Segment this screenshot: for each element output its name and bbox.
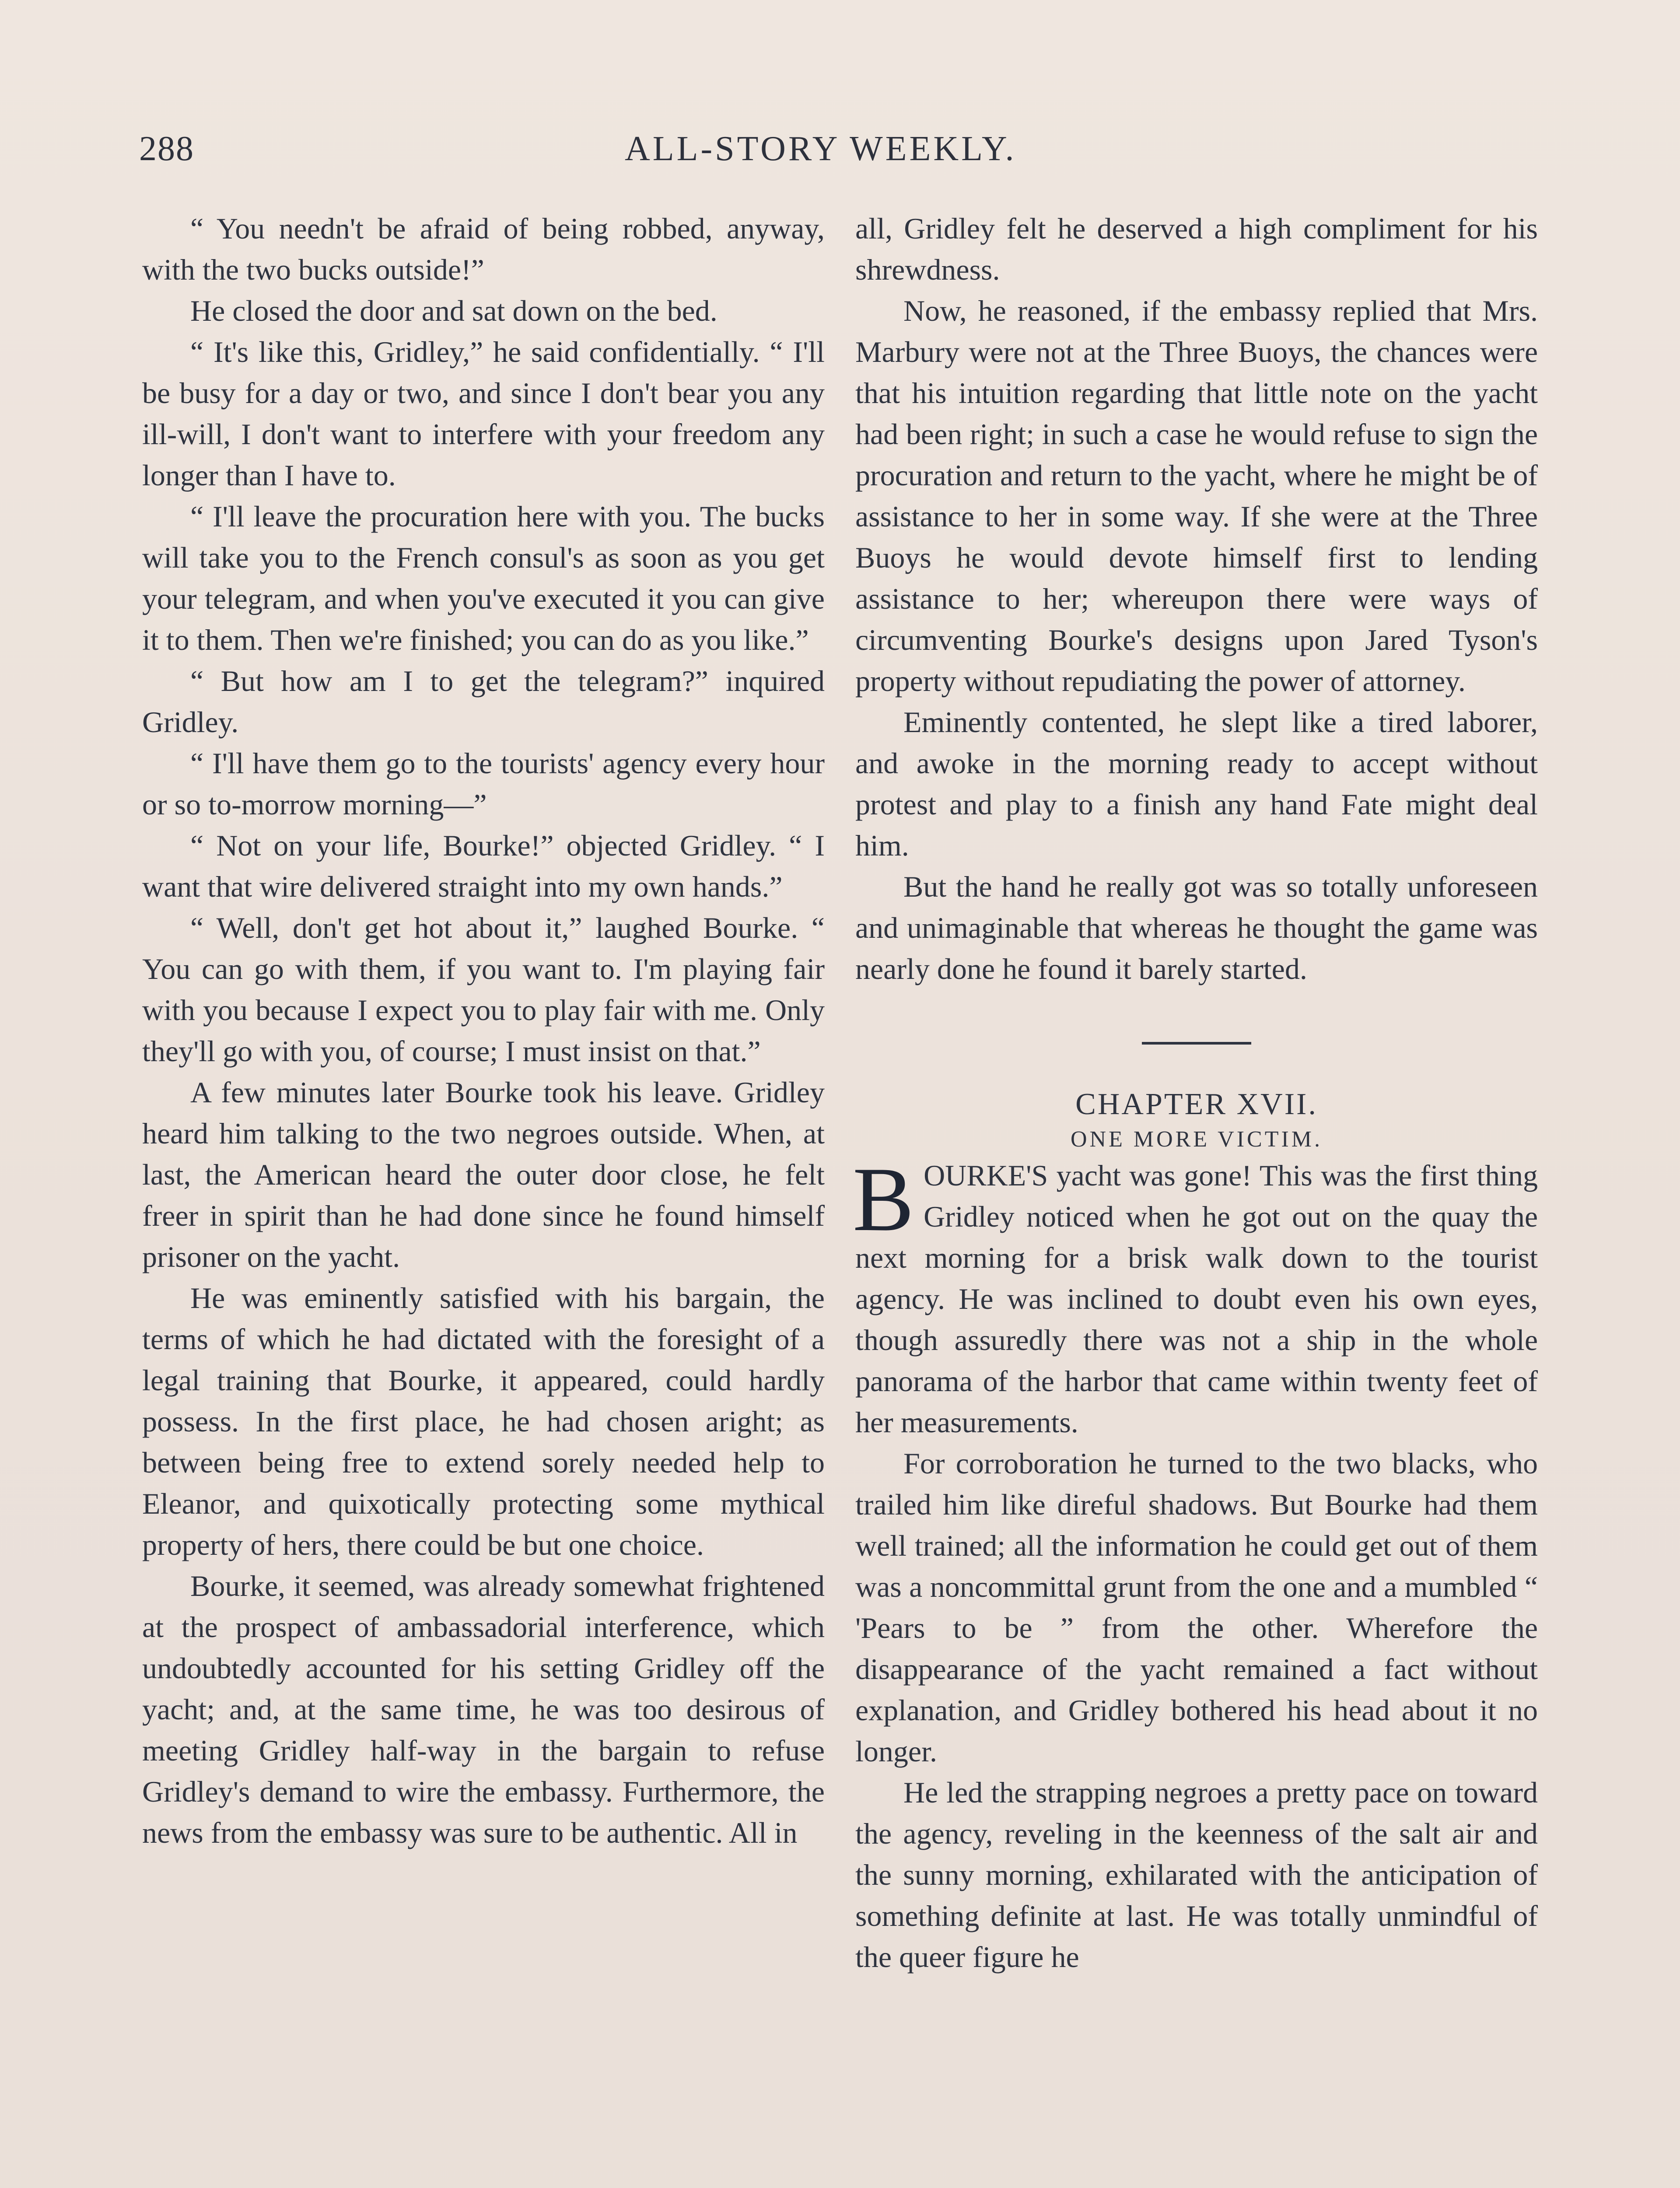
paragraph: He closed the door and sat down on the bed.	[190, 294, 718, 327]
chapter-subtitle: ONE MORE VICTIM.	[1070, 1127, 1323, 1152]
paragraph: He led the strapping negroes a pretty pace on toward the agency, reveling in the keenness of the salt air and the sunny morning, exhilarated with the anticipation of something definite at last. He was totally unmindful of the queer figure he	[855, 1776, 1538, 1974]
paragraph: A few minutes later Bourke took his leave. Gridley heard him talking to the two negroes outside. When, at last, the American heard the outer door close, he felt freer in spirit than he had done since he found himself prisoner on the yacht.	[142, 1076, 825, 1273]
paragraph: “ I'll leave the procuration here with you. The bucks will take you to the French consul's as soon as you get your telegram, and when you've executed it you can give it to them. Then we're finished; you can do as you like.”	[142, 500, 825, 656]
paragraph: “ Not on your life, Bourke!” objected Gridley. “ I want that wire delivered straight into my own hands.”	[142, 829, 825, 903]
page-header	[139, 127, 1539, 179]
left-column	[142, 208, 825, 1853]
paragraph: “ Well, don't get hot about it,” laughed Bourke. “ You can go with them, if you want to. I'm playing fair with you because I expect you to play fair with me. Only they'll go with you, of course; I must insist on that.”	[142, 911, 825, 1068]
page-number: 288	[139, 130, 194, 168]
chapter-title: CHAPTER XVII.	[1075, 1087, 1318, 1121]
paragraph: He was eminently satisfied with his bargain, the terms of which he had dictated with the foresight of a legal training that Bourke, it appeared, could hardly possess. In the first place, he had chosen aright; as between being free to extend sorely needed help to Eleanor, and quixotically protecting some mythical property of hers, there could be but one choice.	[142, 1281, 825, 1561]
drop-cap: B	[853, 1149, 914, 1250]
chapter-opening-text: OURKE'S yacht was gone! This was the first thing Gridley noticed when he got out on the quay the next morning for a brisk walk down to the tourist agency. He was inclined to doubt even his own eyes, though assuredly there was not a ship in the whole panorama of the harbor that came within twenty feet of her measurements.	[855, 1159, 1538, 1439]
right-column	[855, 208, 1538, 1978]
paragraph: For corroboration he turned to the two blacks, who trailed him like direful shadows. But Bourke had them well trained; all the information he could get out of them was a noncommittal grunt from the one and a mumbled “ 'Pears to be ” from the other. Wherefore the disappearance of the yacht remained a fact without explanation, and Gridley bothered his head about it no longer.	[855, 1447, 1538, 1768]
paragraph: all, Gridley felt he deserved a high compliment for his shrewdness.	[855, 212, 1538, 286]
chapter-opening-paragraph	[853, 1149, 1538, 1443]
running-title: ALL-STORY WEEKLY.	[625, 130, 1017, 168]
paragraph: Eminently contented, he slept like a tired laborer, and awoke in the morning ready to accept without protest and play to a finish any hand Fate might deal him.	[855, 705, 1538, 862]
section-divider	[1142, 1042, 1251, 1045]
paragraph: Bourke, it seemed, was already somewhat frightened at the prospect of ambassadorial interference, which undoubtedly accounted for his setting Gridley off the yacht; and, at the same time, he was too desirous of meeting Gridley half-way in the bargain to refuse Gridley's demand to wire the embassy. Furthermore, the news from the embassy was sure to be authentic. All in	[142, 1569, 825, 1849]
paragraph: “ But how am I to get the telegram?” inquired Gridley.	[142, 664, 825, 739]
paragraph: “ I'll have them go to the tourists' agency every hour or so to-morrow morning—”	[142, 747, 825, 821]
paragraph: “ It's like this, Gridley,” he said confidentially. “ I'll be busy for a day or two, and since I don't bear you any ill-will, I don't want to interfere with your freedom any longer than I have to.	[142, 335, 825, 492]
paragraph: “ You needn't be afraid of being robbed, anyway, with the two bucks outside!”	[142, 212, 825, 286]
paragraph: But the hand he really got was so totally unforeseen and unimaginable that whereas he thought the game was nearly done he found it barely started.	[855, 870, 1538, 985]
paragraph: Now, he reasoned, if the embassy replied that Mrs. Marbury were not at the Three Buoys, the chances were that his intuition regarding that little note on the yacht had been right; in such a case he would refuse to sign the procuration and return to the yacht, where he might be of assistance to her in some way. If she were at the Three Buoys he would devote himself first to lending assistance to her; whereupon there were ways of circumventing Bourke's designs upon Jared Tyson's property without repudiating the power of attorney.	[855, 294, 1538, 698]
